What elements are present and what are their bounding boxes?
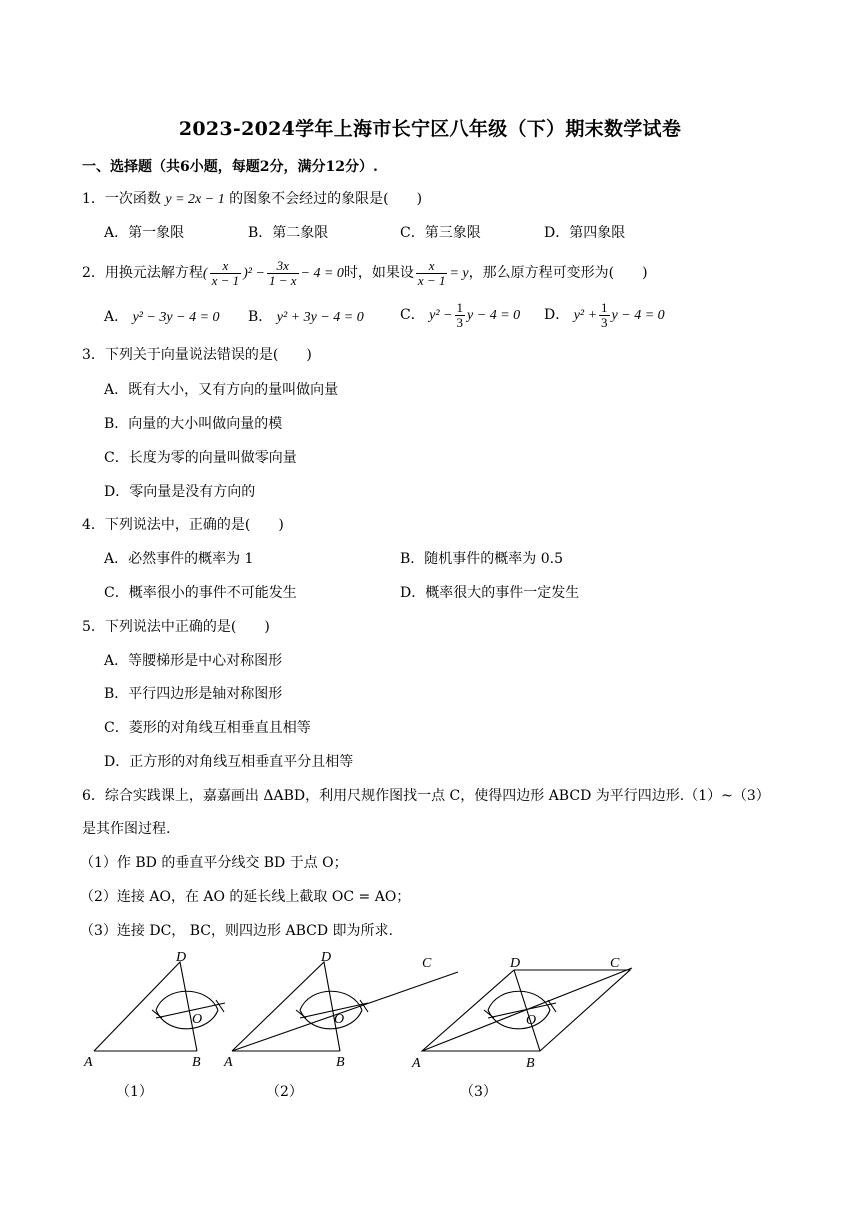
figure-3: [422, 968, 632, 1051]
q2-option-d-formula-post: y − 4 = 0: [611, 308, 665, 323]
fig2-label-d: D: [321, 950, 332, 965]
fig2-label-o: O: [334, 1012, 345, 1027]
fig3-label-b: B: [526, 1056, 535, 1071]
question-3-stem: 3．下列关于向量说法错误的是( ): [82, 347, 312, 363]
q2-option-b-formula: y² + 3y − 4 = 0: [276, 310, 364, 325]
fig3-label-o: O: [526, 1013, 537, 1028]
section-heading: 一、选择题（共6小题，每题2分，满分12分）.: [82, 159, 378, 175]
q1-option-c[interactable]: C．第三象限: [400, 225, 481, 241]
figure-2: [232, 962, 458, 1051]
q1-stem-prefix: 1．一次函数: [82, 191, 161, 207]
figure-1: [94, 962, 225, 1051]
q2-fraction-2: $\frac{3x}{1 - x}$: [268, 257, 297, 288]
fig3-label-d: D: [510, 956, 521, 971]
fig3-label-c: C: [610, 956, 620, 971]
q2-option-c-letter: C．: [400, 307, 425, 323]
q1-formula: y = 2x − 1: [165, 192, 225, 207]
question-1-stem: [82, 189, 422, 210]
q2-option-b-letter: B．: [248, 309, 273, 325]
q2-fraction-1: $\frac{x}{x - 1}$: [211, 257, 240, 288]
question-5-stem: 5．下列说法中正确的是( ): [82, 619, 270, 635]
question-2-stem: 2．用换元法解方程( $\frac{x}{x - 1}$ )² − $\frac{3x}{1 - x}$ − 4 = 0时，如果设 $\frac{x}{x - 1}$ = y，那么原方程可变形为( ): [82, 257, 648, 288]
q2-stem-middle: 时，如果设: [343, 265, 414, 281]
q2-option-b[interactable]: [248, 307, 364, 328]
q3-option-b[interactable]: B．向量的大小叫做向量的模: [104, 416, 283, 432]
q2-option-c-formula-pre: y² −: [429, 308, 453, 323]
question-6-step-3: （3）连接 DC， BC，则四边形 ABCD 即为所求.: [80, 923, 393, 939]
question-6-line-1: 6．综合实践课上，嘉嘉画出 ΔABD，利用尺规作图找一点 C，使得四边形 ABCD 为平行四边形.（1）~（3）: [82, 788, 770, 804]
figure-1-caption: （1）: [116, 1084, 153, 1100]
fig2-label-c: C: [422, 956, 432, 971]
fig1-label-d: D: [176, 950, 187, 965]
figure-2-caption: （2）: [266, 1084, 303, 1100]
question-6-line-2: 是其作图过程.: [82, 821, 171, 837]
q5-option-a[interactable]: A．等腰梯形是中心对称图形: [104, 653, 283, 669]
q4-option-d[interactable]: D．概率很大的事件一定发生: [400, 585, 580, 601]
q3-option-c[interactable]: C．长度为零的向量叫做零向量: [104, 450, 297, 466]
q2-option-d[interactable]: [544, 300, 665, 331]
fig1-label-a: A: [84, 1055, 93, 1070]
q2-option-a-letter: A．: [104, 309, 129, 325]
construction-figures: [70, 950, 670, 1080]
q2-option-d-formula-pre: y² +: [573, 308, 598, 323]
q1-option-d[interactable]: D．第四象限: [544, 225, 626, 241]
q3-option-a[interactable]: A．既有大小，又有方向的量叫做向量: [104, 382, 339, 398]
q2-option-a-formula: y² − 3y − 4 = 0: [132, 310, 220, 325]
fig1-label-b: B: [192, 1055, 201, 1070]
q1-option-a[interactable]: A．第一象限: [104, 225, 185, 241]
q1-stem-suffix: 的图象不会经过的象限是( ): [229, 191, 423, 207]
q2-option-c-fraction: $\frac{1}{3}$: [456, 299, 464, 330]
q4-option-c[interactable]: C．概率很小的事件不可能发生: [104, 585, 297, 601]
q5-option-b[interactable]: B．平行四边形是轴对称图形: [104, 686, 283, 702]
q4-option-a[interactable]: A．必然事件的概率为 1: [104, 551, 254, 567]
q5-option-c[interactable]: C．菱形的对角线互相垂直且相等: [104, 720, 311, 736]
q2-option-d-fraction: $\frac{1}{3}$: [601, 299, 608, 330]
q2-stem-prefix: 2．用换元法解方程: [82, 265, 203, 281]
fig2-label-b: B: [336, 1055, 345, 1070]
q3-option-d[interactable]: D．零向量是没有方向的: [104, 484, 256, 500]
q5-option-d[interactable]: D．正方形的对角线互相垂直平分且相等: [104, 754, 354, 770]
page-title: 2023-2024学年上海市长宁区八年级（下）期末数学试卷: [178, 118, 682, 140]
q2-option-d-letter: D．: [544, 307, 570, 323]
fig3-label-a: A: [412, 1056, 421, 1071]
question-4-stem: 4．下列说法中，正确的是( ): [82, 517, 284, 533]
q2-option-a[interactable]: [104, 307, 220, 328]
fig2-label-a: A: [224, 1055, 233, 1070]
question-6-step-2: （2）连接 AO，在 AO 的延长线上截取 OC = AO；: [80, 889, 411, 905]
q2-option-c[interactable]: [400, 300, 520, 331]
question-6-step-1: （1）作 BD 的垂直平分线交 BD 于点 O；: [80, 855, 348, 871]
q2-fraction-3: $\frac{x}{x - 1}$: [417, 257, 446, 288]
q2-option-c-formula-post: y − 4 = 0: [467, 308, 521, 323]
q1-option-b[interactable]: B．第二象限: [248, 225, 329, 241]
fig1-label-o: O: [192, 1012, 203, 1027]
q2-stem-suffix: ，那么原方程可变形为( ): [468, 265, 648, 281]
q4-option-b[interactable]: B．随机事件的概率为 0.5: [400, 551, 564, 567]
figure-3-caption: （3）: [460, 1084, 497, 1100]
